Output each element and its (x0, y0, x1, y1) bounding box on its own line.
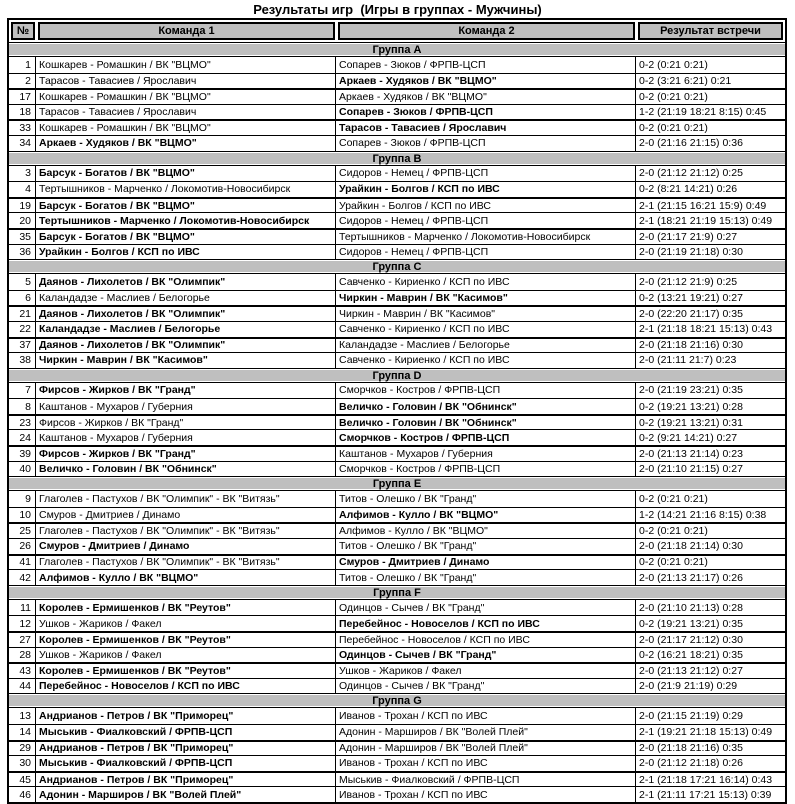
cell-team1: Барсук - Богатов / ВК "ВЦМО" (36, 166, 336, 182)
cell-result: 0-2 (16:21 18:21) 0:35 (639, 648, 743, 661)
cell-team1: Барсук - Богатов / ВК "ВЦМО" (36, 199, 336, 213)
cell-result: 0-2 (0:21 0:21) (639, 525, 708, 538)
cell-team1: Тертышников - Марченко / Локомотив-Новосибирск (36, 182, 336, 197)
cell-team2: Савченко - Кириенко / КСП по ИВС (336, 353, 636, 368)
cell-team1: Фирсов - Жирков / ВК "Гранд" (36, 447, 336, 461)
table-row (9, 73, 785, 89)
cell-match-number: 34 (9, 136, 36, 151)
column-header-team1: Команда 1 (38, 22, 335, 40)
cell-team2: Адонин - Марширов / ВК "Волей Плей" (336, 725, 636, 740)
cell-match-number: 19 (9, 199, 36, 213)
column-header-team2: Команда 2 (338, 22, 635, 40)
group-band: Группа C (9, 259, 785, 274)
cell-team1: Аркаев - Худяков / ВК "ВЦМО" (36, 136, 336, 151)
cell-match-number: 20 (9, 213, 36, 228)
cell-team2: Сопарев - Зюков / ФРПВ-ЦСП (336, 136, 636, 151)
table-row (9, 569, 785, 585)
cell-result: 0-2 (19:21 13:21) 0:28 (639, 400, 743, 413)
cell-team1: Королев - Ермишенков / ВК "Реутов" (36, 633, 336, 647)
cell-team2: Алфимов - Кулло / ВК "ВЦМО" (336, 508, 636, 523)
cell-team2: Сморчков - Костров / ФРПВ-ЦСП (336, 462, 636, 477)
cell-match-number: 26 (9, 539, 36, 554)
table-row (9, 135, 785, 151)
cell-result: 2-0 (21:19 23:21) 0:35 (639, 384, 743, 397)
table-row (9, 445, 785, 461)
cell-match-number: 3 (9, 166, 36, 182)
cell-result: 0-2 (0:21 0:21) (639, 58, 708, 71)
cell-result: 0-2 (19:21 13:21) 0:31 (639, 416, 743, 429)
header-wrap-num (9, 20, 36, 42)
cell-team2: Сидоров - Немец / ФРПВ-ЦСП (336, 245, 636, 260)
cell-match-number: 18 (9, 105, 36, 120)
table-row (9, 104, 785, 120)
cell-team2: Савченко - Кириенко / КСП по ИВС (336, 322, 636, 337)
cell-team1: Алфимов - Кулло / ВК "ВЦМО" (36, 570, 336, 585)
cell-team2: Каштанов - Мухаров / Губерния (336, 447, 636, 461)
table-row (9, 383, 785, 399)
table-row (9, 708, 785, 724)
cell-team2: Иванов - Трохан / КСП по ИВС (336, 787, 636, 802)
cell-team2: Титов - Олешко / ВК "Гранд" (336, 539, 636, 554)
cell-result: 2-0 (21:12 21:18) 0:26 (639, 757, 743, 770)
cell-match-number: 33 (9, 121, 36, 135)
table-row (9, 755, 785, 771)
cell-team1: Кошкарев - Ромашкин / ВК "ВЦМО" (36, 57, 336, 73)
cell-match-number: 8 (9, 399, 36, 414)
cell-team1: Мыськив - Фиалковский / ФРПВ-ЦСП (36, 725, 336, 740)
results-table (7, 18, 787, 804)
group-band: Группа F (9, 585, 785, 600)
table-row (9, 166, 785, 182)
cell-result: 0-2 (0:21 0:21) (639, 493, 708, 506)
cell-match-number: 11 (9, 600, 36, 616)
cell-result: 2-1 (19:21 21:18 15:13) 0:49 (639, 726, 773, 739)
cell-match-number: 7 (9, 383, 36, 399)
table-row (9, 554, 785, 570)
cell-result: 0-2 (0:21 0:21) (639, 122, 708, 135)
cell-team2: Иванов - Трохан / КСП по ИВС (336, 708, 636, 724)
cell-team1: Ушков - Жариков / Факел (36, 616, 336, 631)
cell-team2: Перебейнос - Новоселов / КСП по ИВС (336, 616, 636, 631)
column-header-result: Результат встречи (638, 22, 783, 40)
cell-team1: Даянов - Лихолетов / ВК "Олимпик" (36, 307, 336, 321)
cell-team1: Даянов - Лихолетов / ВК "Олимпик" (36, 274, 336, 290)
cell-result: 2-0 (21:18 21:16) 0:30 (639, 339, 743, 352)
table-row (9, 228, 785, 244)
table-row (9, 538, 785, 554)
table-row (9, 678, 785, 694)
cell-team2: Титов - Олешко / ВК "Гранд" (336, 491, 636, 507)
cell-match-number: 13 (9, 708, 36, 724)
cell-match-number: 46 (9, 787, 36, 802)
cell-team2: Тарасов - Тавасиев / Ярославич (336, 121, 636, 135)
cell-result: 2-1 (21:18 18:21 15:13) 0:43 (639, 323, 773, 336)
cell-team1: Даянов - Лихолетов / ВК "Олимпик" (36, 339, 336, 353)
cell-result: 0-2 (3:21 6:21) 0:21 (639, 74, 732, 87)
cell-result: 2-0 (21:10 21:15) 0:27 (639, 462, 743, 475)
cell-result: 2-1 (18:21 21:19 15:13) 0:49 (639, 214, 773, 227)
cell-match-number: 37 (9, 339, 36, 353)
cell-result: 2-0 (21:17 21:12) 0:30 (639, 633, 743, 646)
group-band: Группа E (9, 476, 785, 491)
header-wrap-team2 (336, 20, 636, 42)
header-wrap-result (636, 20, 785, 42)
cell-match-number: 40 (9, 462, 36, 477)
cell-team2: Одинцов - Сычев / ВК "Гранд" (336, 600, 636, 616)
cell-team1: Величко - Головин / ВК "Обнинск" (36, 462, 336, 477)
cell-team2: Смуров - Дмитриев / Динамо (336, 556, 636, 570)
cell-result: 0-2 (8:21 14:21) 0:26 (639, 183, 738, 196)
table-row (9, 507, 785, 523)
cell-team2: Аркаев - Худяков / ВК "ВЦМО" (336, 90, 636, 104)
cell-team1: Андрианов - Петров / ВК "Приморец" (36, 773, 336, 787)
table-row (9, 647, 785, 663)
cell-result: 2-0 (21:17 21:9) 0:27 (639, 230, 738, 243)
cell-team2: Одинцов - Сычев / ВК "Гранд" (336, 648, 636, 663)
group-band: Группа G (9, 693, 785, 708)
cell-result: 2-0 (21:13 21:14) 0:23 (639, 447, 743, 460)
cell-team1: Чиркин - Маврин / ВК "Касимов" (36, 353, 336, 368)
cell-team1: Адонин - Марширов / ВК "Волей Плей" (36, 787, 336, 802)
cell-team1: Глаголев - Пастухов / ВК "Олимпик" - ВК "Витязь" (36, 556, 336, 570)
cell-team2: Тертышников - Марченко / Локомотив-Новосибирск (336, 230, 636, 244)
cell-result: 0-2 (9:21 14:21) 0:27 (639, 431, 738, 444)
table-body (9, 42, 785, 802)
table-row (9, 244, 785, 260)
cell-match-number: 22 (9, 322, 36, 337)
cell-result: 2-0 (21:12 21:9) 0:25 (639, 275, 738, 288)
cell-team2: Перебейнос - Новоселов / КСП по ИВС (336, 633, 636, 647)
cell-result: 2-0 (21:15 21:19) 0:29 (639, 710, 743, 723)
table-row (9, 57, 785, 73)
cell-result: 2-0 (21:18 21:16) 0:35 (639, 742, 743, 755)
cell-team2: Алфимов - Кулло / ВК "ВЦМО" (336, 524, 636, 538)
cell-team2: Сопарев - Зюков / ФРПВ-ЦСП (336, 105, 636, 120)
group-band: Группа B (9, 151, 785, 166)
cell-result: 2-1 (21:18 17:21 16:14) 0:43 (639, 773, 773, 786)
cell-team2: Чиркин - Маврин / ВК "Касимов" (336, 291, 636, 306)
cell-result: 2-0 (21:12 21:12) 0:25 (639, 167, 743, 180)
cell-match-number: 36 (9, 245, 36, 260)
table-row (9, 724, 785, 740)
table-row (9, 631, 785, 647)
table-row (9, 414, 785, 430)
cell-match-number: 35 (9, 230, 36, 244)
cell-match-number: 28 (9, 648, 36, 663)
cell-match-number: 42 (9, 570, 36, 585)
cell-match-number: 21 (9, 307, 36, 321)
cell-match-number: 38 (9, 353, 36, 368)
cell-result: 2-0 (21:13 21:12) 0:27 (639, 664, 743, 677)
cell-team1: Барсук - Богатов / ВК "ВЦМО" (36, 230, 336, 244)
column-header-num: № (11, 22, 35, 40)
header-wrap-team1 (36, 20, 336, 42)
cell-team1: Фирсов - Жирков / ВК "Гранд" (36, 416, 336, 430)
cell-match-number: 6 (9, 291, 36, 306)
cell-team2: Урайкин - Болгов / КСП по ИВС (336, 199, 636, 213)
cell-result: 2-0 (22:20 21:17) 0:35 (639, 308, 743, 321)
cell-team2: Сопарев - Зюков / ФРПВ-ЦСП (336, 57, 636, 73)
cell-team1: Тарасов - Тавасиев / Ярославич (36, 105, 336, 120)
table-header-row (9, 20, 785, 42)
cell-team1: Ушков - Жариков / Факел (36, 648, 336, 663)
cell-result: 2-0 (21:18 21:14) 0:30 (639, 540, 743, 553)
cell-result: 1-2 (14:21 21:16 8:15) 0:38 (639, 509, 767, 522)
cell-team2: Сморчков - Костров / ФРПВ-ЦСП (336, 383, 636, 399)
cell-team1: Смуров - Дмитриев / Динамо (36, 539, 336, 554)
cell-match-number: 43 (9, 664, 36, 678)
cell-match-number: 23 (9, 416, 36, 430)
cell-team1: Андрианов - Петров / ВК "Приморец" (36, 708, 336, 724)
table-row (9, 662, 785, 678)
cell-result: 1-2 (21:19 18:21 8:15) 0:45 (639, 106, 767, 119)
cell-match-number: 12 (9, 616, 36, 631)
cell-team1: Кошкарев - Ромашкин / ВК "ВЦМО" (36, 90, 336, 104)
cell-team2: Савченко - Кириенко / КСП по ИВС (336, 274, 636, 290)
cell-team2: Иванов - Трохан / КСП по ИВС (336, 756, 636, 771)
cell-team2: Сидоров - Немец / ФРПВ-ЦСП (336, 213, 636, 228)
cell-result: 0-2 (0:21 0:21) (639, 556, 708, 569)
table-row (9, 197, 785, 213)
cell-team1: Тертышников - Марченко / Локомотив-Новосибирск (36, 213, 336, 228)
cell-team1: Урайкин - Болгов / КСП по ИВС (36, 245, 336, 260)
cell-result: 2-0 (21:16 21:15) 0:36 (639, 137, 743, 150)
cell-result: 0-2 (0:21 0:21) (639, 90, 708, 103)
group-band: Группа A (9, 42, 785, 57)
table-row (9, 398, 785, 414)
cell-match-number: 41 (9, 556, 36, 570)
cell-match-number: 29 (9, 742, 36, 756)
cell-team2: Сидоров - Немец / ФРПВ-ЦСП (336, 166, 636, 182)
table-row (9, 274, 785, 290)
cell-match-number: 9 (9, 491, 36, 507)
cell-team1: Глаголев - Пастухов / ВК "Олимпик" - ВК "Витязь" (36, 524, 336, 538)
cell-team2: Аркаев - Худяков / ВК "ВЦМО" (336, 74, 636, 89)
cell-team1: Королев - Ермишенков / ВК "Реутов" (36, 600, 336, 616)
cell-team2: Величко - Головин / ВК "Обнинск" (336, 399, 636, 414)
group-band: Группа D (9, 368, 785, 383)
cell-team2: Одинцов - Сычев / ВК "Гранд" (336, 679, 636, 694)
cell-team1: Мыськив - Фиалковский / ФРПВ-ЦСП (36, 756, 336, 771)
cell-team1: Тарасов - Тавасиев / Ярославич (36, 74, 336, 89)
table-row (9, 321, 785, 337)
cell-result: 2-0 (21:19 21:18) 0:30 (639, 245, 743, 258)
cell-team1: Перебейнос - Новоселов / КСП по ИВС (36, 679, 336, 694)
cell-result: 2-1 (21:15 16:21 15:9) 0:49 (639, 199, 767, 212)
table-row (9, 600, 785, 616)
cell-team2: Чиркин - Маврин / ВК "Касимов" (336, 307, 636, 321)
table-row (9, 212, 785, 228)
cell-team1: Андрианов - Петров / ВК "Приморец" (36, 742, 336, 756)
table-row (9, 181, 785, 197)
page-title: Результаты игр (Игры в группах - Мужчины) (253, 2, 542, 17)
table-row (9, 290, 785, 306)
cell-team2: Урайкин - Болгов / КСП по ИВС (336, 182, 636, 197)
table-row (9, 771, 785, 787)
cell-match-number: 2 (9, 74, 36, 89)
cell-team1: Глаголев - Пастухов / ВК "Олимпик" - ВК "Витязь" (36, 491, 336, 507)
table-row (9, 337, 785, 353)
cell-match-number: 39 (9, 447, 36, 461)
cell-result: 2-0 (21:10 21:13) 0:28 (639, 601, 743, 614)
cell-team2: Титов - Олешко / ВК "Гранд" (336, 570, 636, 585)
cell-team1: Каландадзе - Маслиев / Белогорье (36, 322, 336, 337)
cell-team1: Фирсов - Жирков / ВК "Гранд" (36, 383, 336, 399)
table-row (9, 429, 785, 445)
cell-team2: Ушков - Жариков / Факел (336, 664, 636, 678)
cell-team1: Каландадзе - Маслиев / Белогорье (36, 291, 336, 306)
table-row (9, 615, 785, 631)
cell-team1: Смуров - Дмитриев / Динамо (36, 508, 336, 523)
cell-match-number: 10 (9, 508, 36, 523)
cell-result: 2-1 (21:11 17:21 15:13) 0:39 (639, 788, 772, 801)
cell-result: 2-0 (21:11 21:7) 0:23 (639, 354, 737, 367)
cell-team1: Королев - Ермишенков / ВК "Реутов" (36, 664, 336, 678)
cell-match-number: 30 (9, 756, 36, 771)
cell-match-number: 24 (9, 430, 36, 445)
cell-team2: Адонин - Марширов / ВК "Волей Плей" (336, 742, 636, 756)
cell-team2: Мыськив - Фиалковский / ФРПВ-ЦСП (336, 773, 636, 787)
cell-match-number: 44 (9, 679, 36, 694)
table-row (9, 522, 785, 538)
cell-result: 0-2 (19:21 13:21) 0:35 (639, 617, 743, 630)
cell-match-number: 14 (9, 725, 36, 740)
table-row (9, 461, 785, 477)
table-row (9, 352, 785, 368)
cell-result: 0-2 (13:21 19:21) 0:27 (639, 292, 743, 305)
cell-result: 2-0 (21:13 21:17) 0:26 (639, 571, 743, 584)
cell-team1: Кошкарев - Ромашкин / ВК "ВЦМО" (36, 121, 336, 135)
cell-match-number: 45 (9, 773, 36, 787)
cell-team2: Сморчков - Костров / ФРПВ-ЦСП (336, 430, 636, 445)
cell-team2: Каландадзе - Маслиев / Белогорье (336, 339, 636, 353)
cell-team1: Каштанов - Мухаров / Губерния (36, 399, 336, 414)
cell-match-number: 1 (9, 57, 36, 73)
cell-match-number: 25 (9, 524, 36, 538)
cell-team1: Каштанов - Мухаров / Губерния (36, 430, 336, 445)
cell-team2: Величко - Головин / ВК "Обнинск" (336, 416, 636, 430)
table-row (9, 740, 785, 756)
cell-match-number: 17 (9, 90, 36, 104)
cell-match-number: 4 (9, 182, 36, 197)
table-row (9, 119, 785, 135)
cell-result: 2-0 (21:9 21:19) 0:29 (639, 680, 738, 693)
cell-match-number: 27 (9, 633, 36, 647)
table-row (9, 491, 785, 507)
table-row (9, 305, 785, 321)
cell-match-number: 5 (9, 274, 36, 290)
table-row (9, 88, 785, 104)
